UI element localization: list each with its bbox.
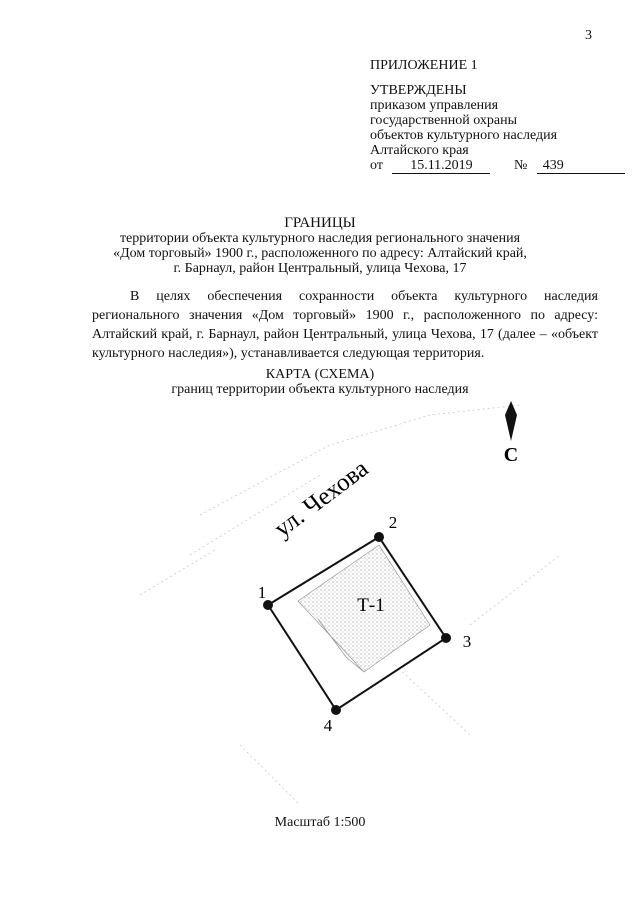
north-arrow-icon: [505, 401, 517, 441]
approval-date-row: [370, 158, 625, 174]
body-paragraph: В целях обеспечения сохранности объекта культурного наследия регионального значения «Дом торговый» 1900 г., расположенного по адресу: Алтайский край, г. Барнаул, район Центральный, улица Чехова, 17 (далее – «объект культурного наследия»), устанавливается следующая территория.: [92, 289, 598, 361]
north-arrow: [504, 401, 518, 466]
boundary-point-4: [331, 705, 341, 715]
approval-line: объектов культурного наследия: [370, 128, 558, 143]
appendix-label: ПРИЛОЖЕНИЕ 1: [370, 58, 478, 73]
approval-block: [370, 58, 625, 174]
point-label-4: 4: [323, 716, 333, 735]
title-heading: ГРАНИЦЫ: [284, 215, 356, 231]
boundary-point-2: [374, 532, 384, 542]
document-title: [0, 216, 640, 276]
map-scale: Масштаб 1:500: [274, 815, 366, 830]
map-subheading: границ территории объекта культурного наследия: [171, 382, 469, 397]
north-label: С: [503, 444, 519, 466]
territory-label: Т-1: [357, 595, 385, 616]
boundary-point-3: [441, 633, 451, 643]
date-prefix: от: [370, 158, 383, 173]
approved-label: УТВЕРЖДЕНЫ: [370, 83, 467, 98]
approval-line: приказом управления: [370, 98, 499, 113]
street-label: ул. Чехова: [269, 455, 374, 543]
point-label-1: 1: [257, 583, 267, 602]
page-number: 3: [585, 28, 592, 43]
approval-line: Алтайского края: [370, 143, 469, 158]
number-prefix: №: [513, 158, 528, 173]
title-line: «Дом торговый» 1900 г., расположенного по адресу: Алтайский край,: [113, 246, 527, 261]
boundary-map: [0, 385, 640, 810]
point-label-2: 2: [388, 513, 398, 532]
title-line: г. Барнаул, район Центральный, улица Чехова, 17: [173, 261, 467, 276]
map-heading: КАРТА (СХЕМА): [265, 367, 375, 382]
approval-date: 15.11.2019: [392, 158, 490, 174]
point-label-3: 3: [462, 632, 472, 651]
title-line: территории объекта культурного наследия регионального значения: [119, 231, 521, 246]
approval-line: государственной охраны: [370, 113, 518, 128]
approval-number: 439: [537, 158, 625, 174]
